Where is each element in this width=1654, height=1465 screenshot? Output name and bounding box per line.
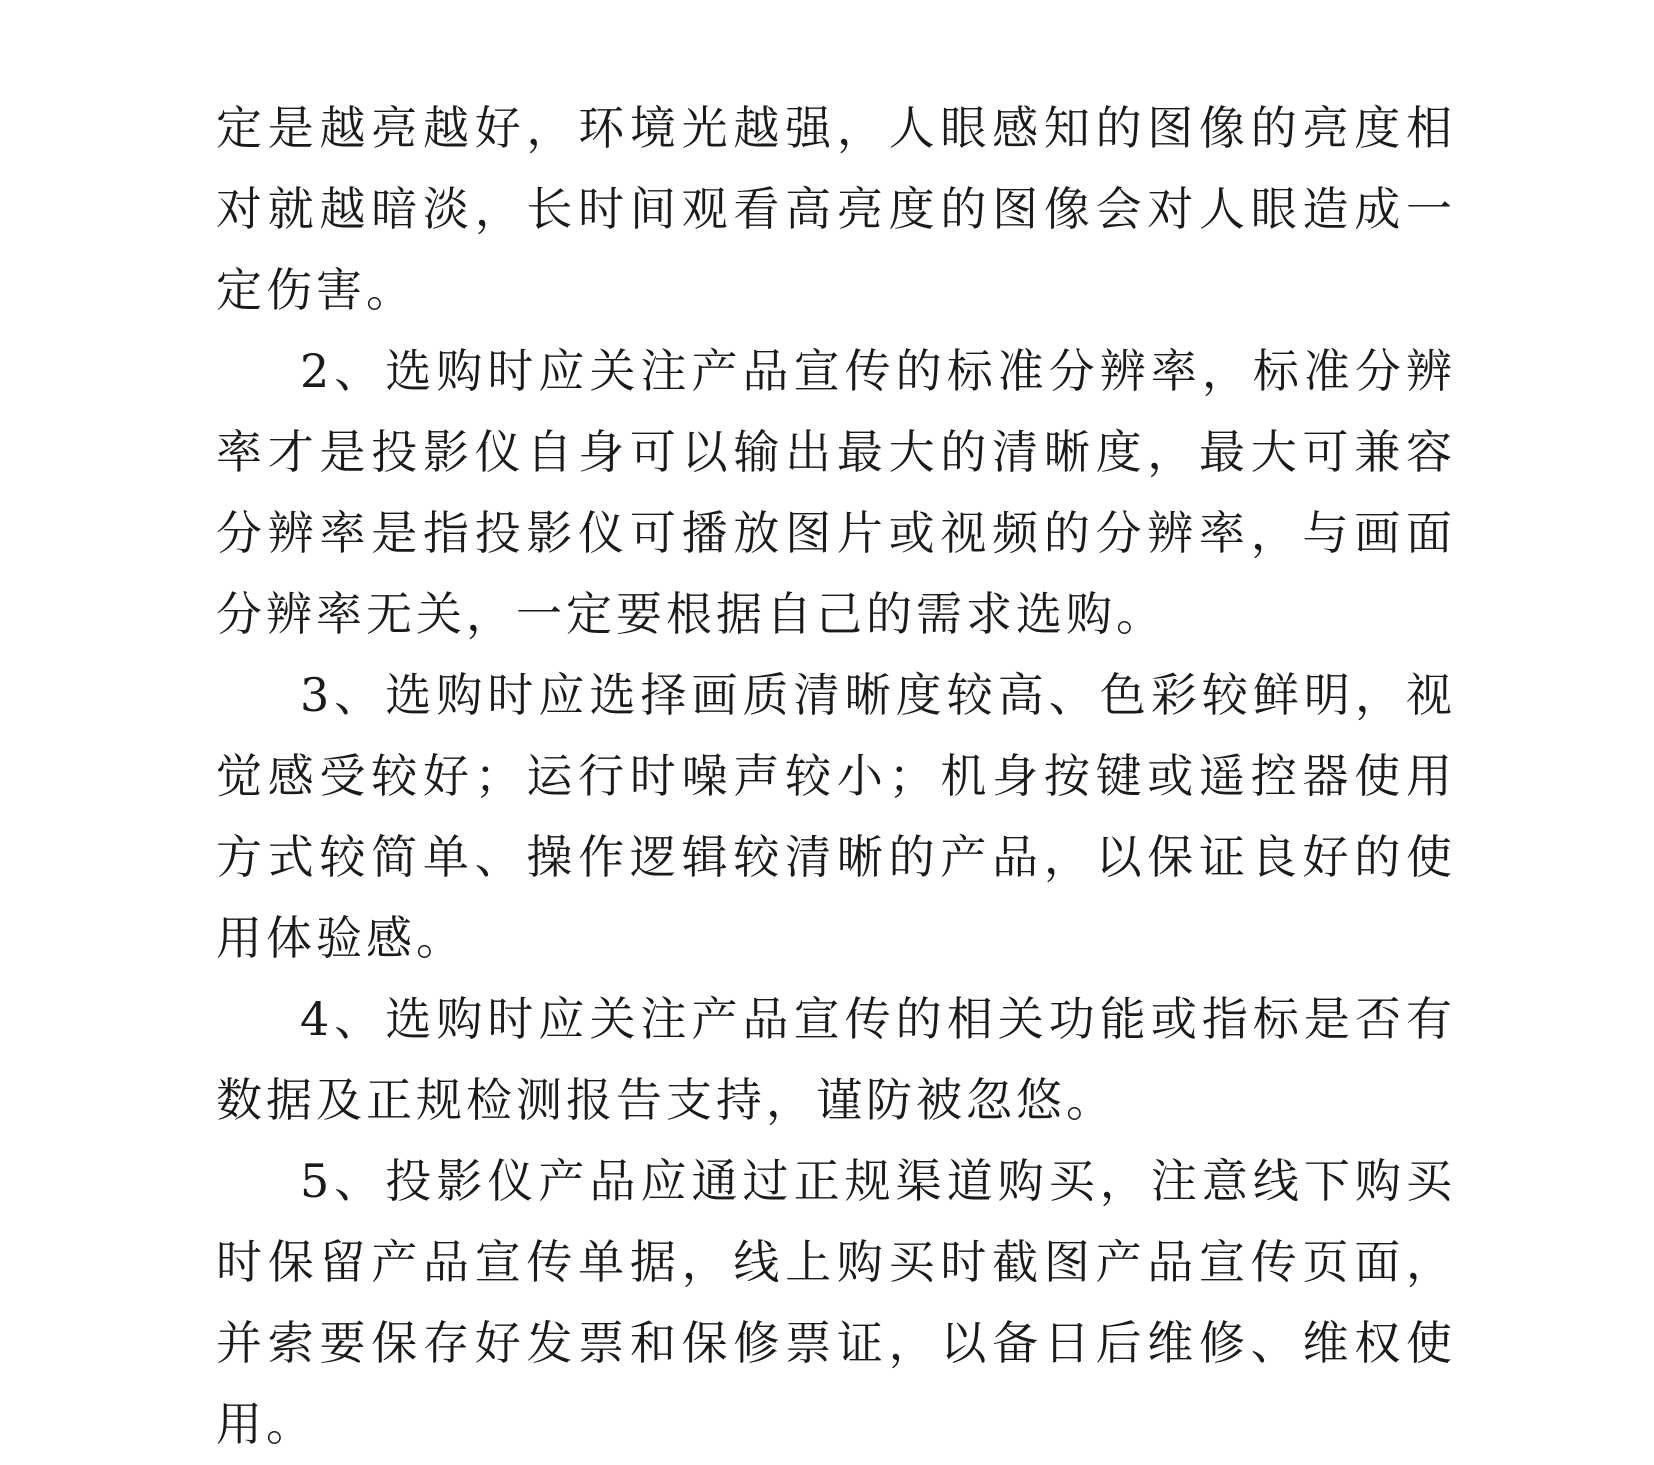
paragraph-item-4: 4、选购时应关注产品宣传的相关功能或指标是否有数据及正规检测报告支持，谨防被忽悠。	[216, 992, 1456, 1127]
document-body	[216, 88, 1456, 1465]
paragraph-item-5: 5、投影仪产品应通过正规渠道购买，注意线下购买时保留产品宣传单据，线上购买时截图产品宣传页面，并索要保存好发票和保修票证，以备日后维修、维权使用。	[216, 1154, 1456, 1451]
paragraph-continued: 定是越亮越好，环境光越强，人眼感知的图像的亮度相对就越暗淡，长时间观看高亮度的图像会对人眼造成一定伤害。	[216, 101, 1456, 317]
paragraph-item-3: 3、选购时应选择画质清晰度较高、色彩较鲜明，视觉感受较好；运行时噪声较小；机身按键或遥控器使用方式较简单、操作逻辑较清晰的产品，以保证良好的使用体验感。	[216, 668, 1456, 965]
paragraph-item-2: 2、选购时应关注产品宣传的标准分辨率，标准分辨率才是投影仪自身可以输出最大的清晰度，最大可兼容分辨率是指投影仪可播放图片或视频的分辨率，与画面分辨率无关，一定要根据自己的需求选购。	[216, 344, 1456, 641]
